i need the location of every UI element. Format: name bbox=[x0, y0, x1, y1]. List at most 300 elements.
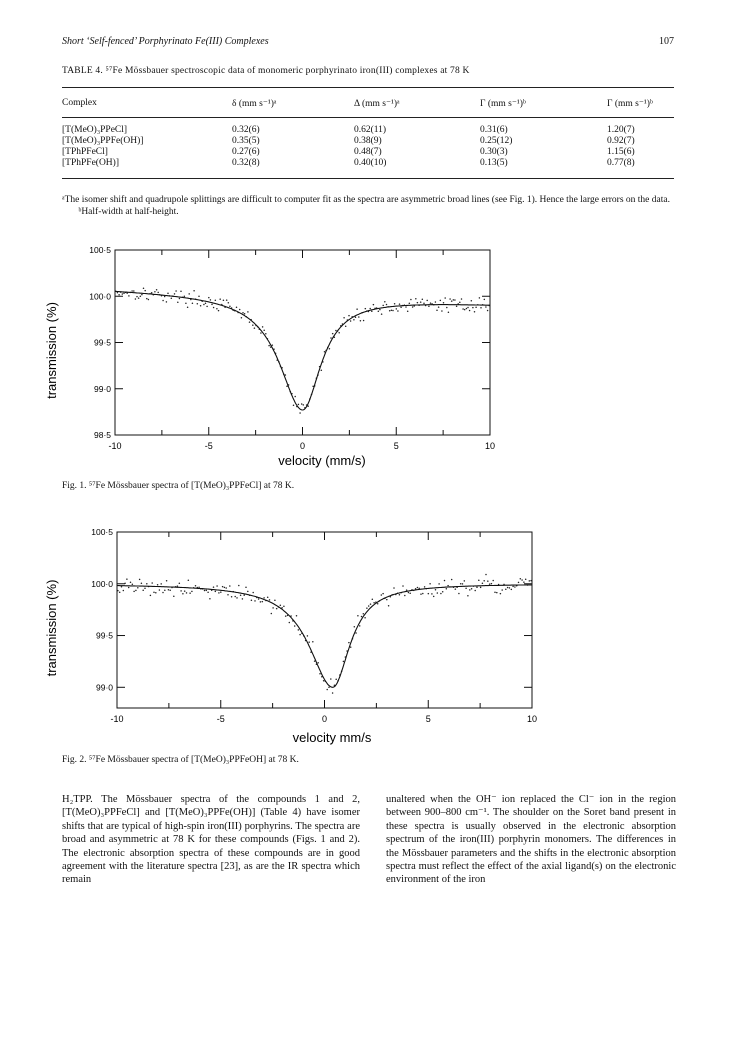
data-point bbox=[399, 303, 401, 305]
data-point bbox=[480, 307, 482, 309]
table-cell: 0.62(11) bbox=[354, 125, 387, 135]
data-point bbox=[440, 300, 442, 302]
x-tick-label: 0 bbox=[299, 441, 306, 451]
data-point bbox=[162, 592, 164, 594]
header-cell: Δ (mm s⁻¹)ᵃ bbox=[354, 99, 400, 109]
data-point bbox=[225, 587, 227, 589]
data-point bbox=[173, 595, 175, 597]
y-tick-label: 100·5 bbox=[91, 527, 113, 537]
data-point bbox=[254, 327, 256, 329]
data-point bbox=[280, 605, 282, 607]
x-tick-label: 10 bbox=[526, 714, 538, 724]
data-point bbox=[222, 586, 224, 588]
data-point bbox=[308, 641, 310, 643]
data-point bbox=[188, 293, 190, 295]
data-point bbox=[428, 593, 430, 595]
data-point bbox=[171, 297, 173, 299]
data-point bbox=[485, 574, 487, 576]
data-point bbox=[272, 344, 274, 346]
data-point bbox=[474, 590, 476, 592]
y-tick-label: 100·0 bbox=[91, 578, 113, 589]
data-point bbox=[386, 304, 388, 306]
table-cell: [TPhPFe(OH)] bbox=[62, 158, 119, 168]
data-point bbox=[382, 305, 384, 307]
data-point bbox=[209, 598, 211, 600]
data-point bbox=[180, 590, 182, 592]
data-point bbox=[299, 412, 301, 414]
data-point bbox=[126, 578, 128, 580]
data-point bbox=[386, 599, 388, 601]
data-point bbox=[229, 305, 231, 307]
data-point bbox=[373, 602, 375, 604]
data-point bbox=[361, 616, 363, 618]
data-point bbox=[382, 593, 384, 595]
data-point bbox=[262, 326, 264, 328]
data-point bbox=[426, 300, 428, 302]
data-point bbox=[329, 348, 331, 350]
data-point bbox=[179, 582, 181, 584]
header-cell: Γ (mm s⁻¹)ᵇ bbox=[607, 99, 653, 109]
data-point bbox=[239, 309, 241, 311]
data-point bbox=[136, 296, 138, 298]
data-point bbox=[198, 296, 200, 298]
data-point bbox=[226, 299, 228, 301]
data-point bbox=[405, 306, 407, 308]
data-point bbox=[404, 595, 406, 597]
data-point bbox=[474, 311, 476, 313]
data-point bbox=[166, 301, 168, 303]
mossbauer-chart-2 bbox=[40, 520, 550, 752]
data-point bbox=[525, 578, 527, 580]
data-point bbox=[151, 292, 153, 294]
data-point bbox=[143, 288, 145, 290]
data-point bbox=[299, 634, 301, 636]
data-point bbox=[437, 592, 439, 594]
x-tick-label: 5 bbox=[425, 714, 431, 724]
data-point bbox=[224, 587, 226, 589]
data-point bbox=[410, 299, 412, 301]
table-top-rule bbox=[62, 87, 674, 88]
data-point bbox=[135, 298, 137, 300]
data-point bbox=[459, 301, 461, 303]
data-point bbox=[135, 590, 137, 592]
data-point bbox=[191, 591, 193, 593]
data-point bbox=[428, 305, 430, 307]
data-point bbox=[355, 632, 357, 634]
data-point bbox=[343, 661, 345, 663]
data-point bbox=[461, 298, 463, 300]
data-point bbox=[247, 591, 249, 593]
data-point bbox=[529, 580, 531, 582]
data-point bbox=[296, 615, 298, 617]
table-cell: 0.77(8) bbox=[607, 158, 635, 168]
data-point bbox=[417, 302, 419, 304]
data-point bbox=[205, 302, 207, 304]
data-point bbox=[133, 591, 135, 593]
data-point bbox=[408, 592, 410, 594]
data-point bbox=[479, 297, 481, 299]
data-point bbox=[464, 309, 466, 311]
data-point bbox=[521, 579, 523, 581]
data-point bbox=[177, 301, 179, 303]
data-point bbox=[429, 583, 431, 585]
data-point bbox=[174, 293, 176, 295]
table-body bbox=[62, 125, 674, 169]
data-point bbox=[263, 597, 265, 599]
table-cell: 0.32(8) bbox=[232, 158, 260, 168]
data-point bbox=[307, 635, 309, 637]
data-point bbox=[415, 298, 417, 300]
data-point bbox=[123, 590, 125, 592]
data-point bbox=[332, 692, 334, 694]
data-point bbox=[460, 583, 462, 585]
data-point bbox=[231, 596, 233, 598]
data-point bbox=[501, 589, 503, 591]
data-point bbox=[142, 590, 144, 592]
data-point bbox=[184, 296, 186, 298]
data-point bbox=[268, 345, 270, 347]
data-point bbox=[472, 307, 474, 309]
data-point bbox=[269, 599, 271, 601]
data-point bbox=[420, 301, 422, 303]
footnote-b: ᵇHalf-width at half-height. bbox=[78, 207, 179, 217]
data-point bbox=[530, 580, 532, 582]
data-point bbox=[487, 310, 489, 312]
data-point bbox=[478, 580, 480, 582]
x-tick-label: 5 bbox=[393, 441, 399, 451]
table-cell: 0.30(3) bbox=[480, 147, 508, 157]
data-point bbox=[206, 306, 208, 308]
data-point bbox=[247, 311, 249, 313]
data-point bbox=[206, 590, 208, 592]
data-point bbox=[455, 588, 457, 590]
data-point bbox=[216, 585, 218, 587]
table-cell: 0.40(10) bbox=[354, 158, 387, 168]
data-point bbox=[369, 308, 371, 310]
table-row bbox=[62, 125, 674, 136]
plot-frame bbox=[115, 250, 490, 435]
table-cell: [T(MeO)₃PPFe(OH)] bbox=[62, 136, 144, 146]
table-bottom-rule bbox=[62, 178, 674, 179]
data-point bbox=[420, 593, 422, 595]
x-tick-label: -5 bbox=[204, 441, 213, 451]
data-point bbox=[507, 587, 509, 589]
data-point bbox=[368, 605, 370, 607]
table-header-rule bbox=[62, 117, 674, 118]
data-point bbox=[454, 299, 456, 301]
data-point bbox=[213, 307, 215, 309]
body-text-left: H₂TPP. The Mössbauer spectra of the compounds 1 and 2, [T(MeO)₃PPFeCl] and [T(MeO)₃PPFe(OH)] (Table 4) have isomer shifts that are typical of high-spin iron(III) porphyrins. The spectra are broad and asymmetric at 78 K for these compounds (Figs. 1 and 2). The electronic absorption spectra of these compounds are in good agreement with the literature spectra [23], as are the IR spectra which remain bbox=[62, 794, 360, 886]
data-point bbox=[192, 303, 194, 305]
data-point bbox=[260, 601, 262, 603]
running-head bbox=[62, 36, 674, 50]
data-point bbox=[207, 592, 209, 594]
header-cell: δ (mm s⁻¹)ᵃ bbox=[232, 99, 277, 109]
data-point bbox=[193, 290, 195, 292]
data-point bbox=[435, 301, 437, 303]
data-point bbox=[384, 301, 386, 303]
data-point bbox=[154, 291, 156, 293]
data-point bbox=[370, 603, 372, 605]
data-point bbox=[289, 622, 291, 624]
data-point bbox=[514, 586, 516, 588]
data-point bbox=[396, 308, 398, 310]
data-point bbox=[203, 304, 205, 306]
data-point bbox=[381, 594, 383, 596]
x-tick-label: -10 bbox=[108, 441, 122, 451]
data-point bbox=[489, 583, 491, 585]
data-point bbox=[138, 297, 140, 299]
y-tick-label: 100·0 bbox=[89, 291, 111, 302]
data-point bbox=[240, 595, 242, 597]
data-point bbox=[274, 600, 276, 602]
data-point bbox=[118, 294, 120, 296]
data-point bbox=[373, 304, 375, 306]
data-point bbox=[402, 585, 404, 587]
data-point bbox=[388, 605, 390, 607]
data-point bbox=[424, 586, 426, 588]
data-point bbox=[137, 587, 139, 589]
data-point bbox=[267, 597, 269, 599]
data-point bbox=[363, 613, 365, 615]
data-point bbox=[475, 306, 477, 308]
data-point bbox=[431, 593, 433, 595]
data-point bbox=[244, 313, 246, 315]
table-row bbox=[62, 136, 674, 147]
data-point bbox=[389, 310, 391, 312]
data-point bbox=[184, 590, 186, 592]
x-tick-label: -5 bbox=[216, 714, 225, 724]
data-point bbox=[447, 585, 449, 587]
data-point bbox=[381, 313, 383, 315]
data-point bbox=[294, 396, 296, 398]
y-axis-label: transmission (%) bbox=[44, 302, 59, 399]
data-point bbox=[430, 302, 432, 304]
figure-2-caption: Fig. 2. ⁵⁷Fe Mössbauer spectra of [T(MeO)₃PPFeOH] at 78 K. bbox=[62, 755, 299, 765]
y-tick-label: 100·5 bbox=[89, 245, 111, 255]
data-point bbox=[298, 629, 300, 631]
data-point bbox=[469, 310, 471, 312]
data-point bbox=[448, 312, 450, 314]
table-cell: 0.25(12) bbox=[480, 136, 513, 146]
data-point bbox=[422, 299, 424, 301]
data-point bbox=[312, 641, 314, 643]
data-point bbox=[245, 586, 247, 588]
data-point bbox=[363, 320, 365, 322]
data-point bbox=[494, 592, 496, 594]
data-point bbox=[130, 581, 132, 583]
data-point bbox=[400, 307, 402, 309]
data-point bbox=[438, 583, 440, 585]
data-point bbox=[444, 297, 446, 299]
data-point bbox=[157, 292, 159, 294]
data-point bbox=[485, 306, 487, 308]
data-point bbox=[185, 302, 187, 304]
data-point bbox=[157, 584, 159, 586]
data-point bbox=[243, 594, 245, 596]
plot-frame bbox=[117, 532, 532, 708]
data-point bbox=[465, 587, 467, 589]
running-title: Short ‘Self-fenced’ Porphyrinato Fe(III) Complexes bbox=[62, 36, 269, 47]
data-point bbox=[263, 329, 265, 331]
data-point bbox=[208, 297, 210, 299]
data-point bbox=[144, 290, 146, 292]
data-point bbox=[228, 302, 230, 304]
data-point bbox=[218, 592, 220, 594]
data-point bbox=[200, 305, 202, 307]
data-point bbox=[210, 299, 212, 301]
data-point bbox=[251, 600, 253, 602]
data-point bbox=[482, 583, 484, 585]
x-tick-label: 0 bbox=[321, 714, 328, 724]
data-point bbox=[175, 290, 177, 292]
data-point bbox=[179, 298, 181, 300]
data-point bbox=[491, 583, 493, 585]
data-point bbox=[462, 583, 464, 585]
y-tick-label: 99·0 bbox=[95, 682, 113, 693]
data-point bbox=[467, 307, 469, 309]
y-tick-label: 99·0 bbox=[93, 383, 111, 394]
data-point bbox=[215, 299, 217, 301]
data-point bbox=[229, 585, 231, 587]
data-point bbox=[378, 310, 380, 312]
data-point bbox=[407, 311, 409, 313]
data-point bbox=[215, 591, 217, 593]
footnote-a: ᵃThe isomer shift and quadrupole splittings are difficult to computer fit as the spectra are asymmetric broad lines (see Fig. 1). Hence the large errors on the data. bbox=[62, 195, 670, 205]
data-point bbox=[234, 596, 236, 598]
data-point bbox=[298, 404, 300, 406]
x-tick-label: 10 bbox=[484, 441, 496, 451]
table-row bbox=[62, 158, 674, 169]
data-point bbox=[417, 587, 419, 589]
data-point bbox=[509, 587, 511, 589]
data-point bbox=[223, 299, 225, 301]
data-point bbox=[323, 680, 325, 682]
data-point bbox=[293, 405, 295, 407]
data-point bbox=[124, 582, 126, 584]
data-point bbox=[169, 589, 171, 591]
data-point bbox=[399, 594, 401, 596]
table-cell: [T(MeO)₃PPeCl] bbox=[62, 125, 128, 135]
data-point bbox=[442, 591, 444, 593]
data-point bbox=[141, 583, 143, 585]
data-point bbox=[164, 589, 166, 591]
data-point bbox=[392, 310, 394, 312]
data-point bbox=[458, 593, 460, 595]
table-cell: 0.92(7) bbox=[607, 136, 635, 146]
data-point bbox=[355, 317, 357, 319]
data-point bbox=[449, 298, 451, 300]
data-point bbox=[500, 593, 502, 595]
data-point bbox=[480, 587, 482, 589]
data-point bbox=[364, 617, 366, 619]
data-point bbox=[453, 299, 455, 301]
table-cell: 0.48(7) bbox=[354, 147, 382, 157]
data-point bbox=[372, 598, 374, 600]
data-point bbox=[409, 592, 411, 594]
data-point bbox=[294, 625, 296, 627]
data-point bbox=[466, 308, 468, 310]
data-point bbox=[377, 603, 379, 605]
table-cell: 1.20(7) bbox=[607, 125, 635, 135]
data-point bbox=[187, 307, 189, 309]
data-point bbox=[330, 337, 332, 339]
data-point bbox=[511, 589, 513, 591]
data-point bbox=[146, 298, 148, 300]
data-point bbox=[128, 587, 130, 589]
figure-1-caption: Fig. 1. ⁵⁷Fe Mössbauer spectra of [T(MeO)₃PPFeCl] at 78 K. bbox=[62, 481, 295, 491]
data-point bbox=[371, 310, 373, 312]
data-point bbox=[348, 642, 350, 644]
data-point bbox=[262, 601, 264, 603]
data-point bbox=[345, 326, 347, 328]
table-cell: 1.15(6) bbox=[607, 147, 635, 157]
data-point bbox=[117, 590, 119, 592]
data-point bbox=[271, 613, 273, 615]
data-point bbox=[301, 403, 303, 405]
data-point bbox=[242, 598, 244, 600]
data-point bbox=[265, 333, 267, 335]
data-point bbox=[227, 594, 229, 596]
data-point bbox=[276, 608, 278, 610]
data-point bbox=[350, 646, 352, 648]
data-point bbox=[219, 298, 221, 300]
data-point bbox=[391, 310, 393, 312]
data-point bbox=[122, 293, 124, 295]
data-point bbox=[317, 662, 319, 664]
data-point bbox=[213, 586, 215, 588]
data-point bbox=[451, 300, 453, 302]
data-point bbox=[159, 589, 161, 591]
y-tick-label: 99·5 bbox=[93, 337, 111, 348]
data-point bbox=[186, 592, 188, 594]
data-point bbox=[197, 303, 199, 305]
data-point bbox=[326, 689, 328, 691]
data-point bbox=[236, 307, 238, 309]
data-point bbox=[119, 592, 121, 594]
data-point bbox=[496, 592, 498, 594]
data-point bbox=[303, 404, 305, 406]
data-point bbox=[484, 299, 486, 301]
header-cell: Complex bbox=[62, 98, 97, 108]
data-point bbox=[456, 306, 458, 308]
data-point bbox=[471, 588, 473, 590]
data-point bbox=[140, 295, 142, 297]
data-point bbox=[238, 585, 240, 587]
data-point bbox=[359, 625, 361, 627]
data-point bbox=[150, 595, 152, 597]
data-point bbox=[467, 595, 469, 597]
data-point bbox=[394, 303, 396, 305]
data-point bbox=[350, 320, 352, 322]
data-point bbox=[379, 309, 381, 311]
data-point bbox=[335, 330, 337, 332]
data-point bbox=[409, 302, 411, 304]
data-point bbox=[249, 321, 251, 323]
data-point bbox=[443, 302, 445, 304]
data-point bbox=[162, 300, 164, 302]
table-caption: TABLE 4. ⁵⁷Fe Mössbauer spectroscopic data of monomeric porphyrinato iron(III) complexes at 78 K bbox=[62, 66, 470, 76]
data-point bbox=[148, 299, 150, 301]
data-point bbox=[393, 587, 395, 589]
data-point bbox=[285, 615, 287, 617]
data-point bbox=[446, 307, 448, 309]
data-point bbox=[254, 600, 256, 602]
data-point bbox=[132, 584, 134, 586]
table-cell: 0.32(6) bbox=[232, 125, 260, 135]
data-point bbox=[283, 605, 285, 607]
data-point bbox=[260, 332, 262, 334]
